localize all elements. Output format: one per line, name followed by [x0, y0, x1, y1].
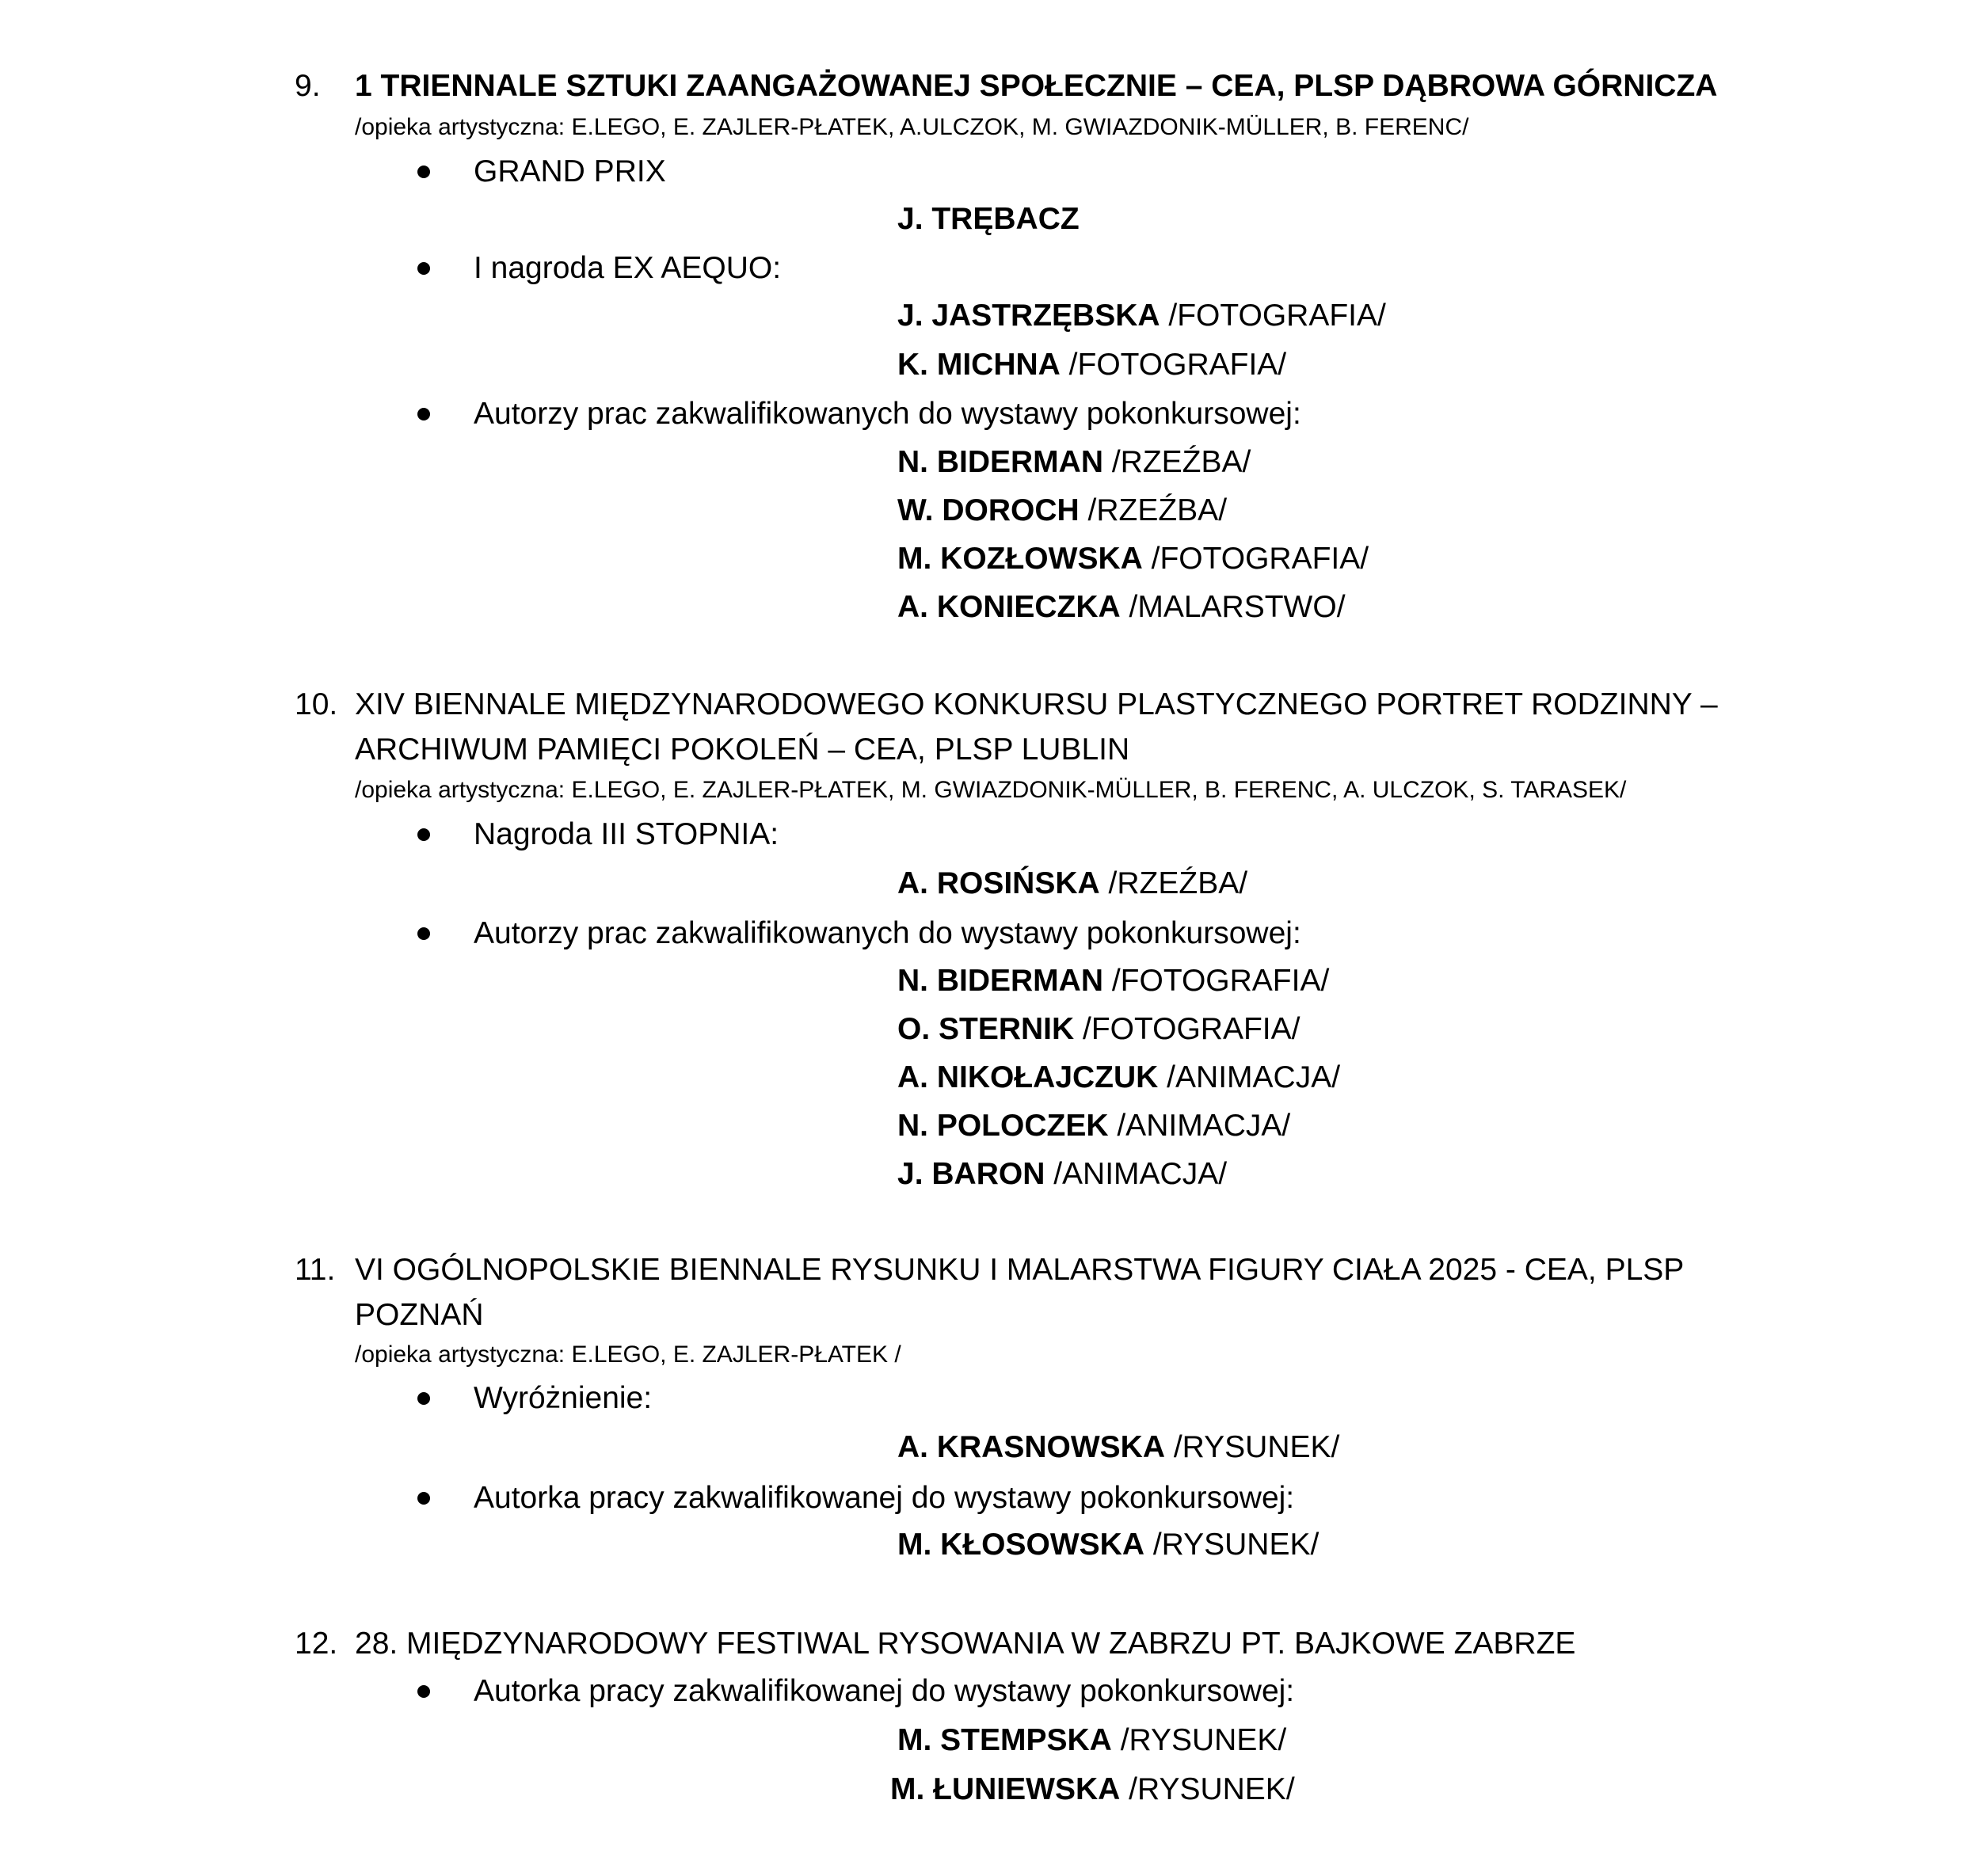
author-medium: /RYSUNEK/ — [1111, 1723, 1287, 1757]
award-group — [0, 1475, 1965, 1523]
section-title: 28. MIĘDZYNARODOWY FESTIWAL RYSOWANIA W ZABRZU PT. BAJKOWE ZABRZE — [355, 1627, 1576, 1661]
section-number: 9. — [295, 69, 321, 103]
section-title-line-1: XIV BIENNALE MIĘDZYNARODOWEGO KONKURSU PLASTYCZNEGO PORTRET RODZINNY – — [355, 687, 1718, 721]
winner-name: J. JASTRZĘBSKA — [897, 299, 1160, 333]
section-number: 12. — [295, 1627, 338, 1661]
author-medium: /ANIMACJA/ — [1045, 1157, 1228, 1191]
winner-entry — [897, 342, 1286, 388]
winner-entry — [897, 293, 1386, 339]
author-medium: /ANIMACJA/ — [1108, 1109, 1291, 1143]
author-medium: /FOTOGRAFIA/ — [1103, 964, 1330, 998]
qualified-entry — [897, 1718, 1286, 1764]
qualified-entry — [897, 958, 1329, 1004]
artistic-supervision: /opieka artystyczna: E.LEGO, E. ZAJLER-PŁATEK / — [355, 1341, 901, 1368]
author-medium: /RZEŹBA/ — [1079, 493, 1228, 527]
author-name: M. KŁOSOWSKA — [897, 1528, 1144, 1562]
award-label: Autorka pracy zakwalifikowanej do wystawy pokonkursowej: — [474, 1674, 1295, 1708]
winner-medium: /RYSUNEK/ — [1165, 1430, 1340, 1464]
author-name: N. POLOCZEK — [897, 1109, 1109, 1143]
qualified-entry — [897, 440, 1251, 485]
author-name: M. STEMPSKA — [897, 1723, 1112, 1757]
author-name: A. KONIECZKA — [897, 590, 1121, 624]
award-group — [0, 812, 1965, 859]
winner-entry — [897, 861, 1247, 907]
award-label: Autorzy prac zakwalifikowanych do wystawy pokonkursowej: — [474, 916, 1301, 950]
section-number: 11. — [295, 1253, 336, 1287]
qualified-entry — [897, 1151, 1227, 1197]
qualified-entry — [897, 1522, 1319, 1568]
winner-name: K. MICHNA — [897, 348, 1061, 382]
author-name: M. ŁUNIEWSKA — [890, 1772, 1121, 1806]
author-name: O. STERNIK — [897, 1012, 1075, 1046]
winner-entry — [897, 196, 1080, 242]
section-title-line-2: ARCHIWUM PAMIĘCI POKOLEŃ – CEA, PLSP LUBLIN — [355, 733, 1130, 767]
award-group — [0, 391, 1965, 439]
qualified-entry — [897, 536, 1369, 582]
bullet-icon — [417, 262, 430, 275]
award-label: I nagroda EX AEQUO: — [474, 251, 782, 285]
bullet-icon — [417, 166, 430, 178]
author-medium: /RYSUNEK/ — [1120, 1772, 1295, 1806]
winner-medium: /RZEŹBA/ — [1099, 866, 1248, 900]
qualified-entry — [897, 584, 1346, 630]
qualified-entry — [897, 488, 1227, 534]
award-group — [0, 149, 1965, 196]
author-name: A. NIKOŁAJCZUK — [897, 1060, 1159, 1094]
award-label: GRAND PRIX — [474, 154, 666, 188]
winner-medium: /FOTOGRAFIA/ — [1060, 348, 1287, 382]
section-title-line-1: VI OGÓLNOPOLSKIE BIENNALE RYSUNKU I MALARSTWA FIGURY CIAŁA 2025 - CEA, PLSP — [355, 1253, 1685, 1287]
author-medium: /RZEŹBA/ — [1103, 445, 1251, 479]
winner-name: A. ROSIŃSKA — [897, 866, 1100, 900]
award-label: Wyróżnienie: — [474, 1381, 653, 1415]
qualified-entry — [897, 1055, 1340, 1101]
award-label: Nagroda III STOPNIA: — [474, 817, 779, 851]
bullet-icon — [417, 1392, 430, 1405]
bullet-icon — [417, 1685, 430, 1698]
author-name: N. BIDERMAN — [897, 445, 1103, 479]
author-medium: /FOTOGRAFIA/ — [1142, 542, 1369, 576]
award-group — [0, 1376, 1965, 1423]
winner-entry — [897, 1425, 1339, 1471]
winner-name: J. TRĘBACZ — [897, 202, 1080, 236]
award-group — [0, 245, 1965, 293]
bullet-icon — [417, 927, 430, 940]
award-group — [0, 911, 1965, 958]
author-medium: /MALARSTWO/ — [1120, 590, 1346, 624]
winner-medium: /FOTOGRAFIA/ — [1160, 299, 1386, 333]
author-name: W. DOROCH — [897, 493, 1080, 527]
qualified-entry — [890, 1767, 1295, 1813]
bullet-icon — [417, 408, 430, 420]
bullet-icon — [417, 828, 430, 841]
qualified-entry — [897, 1006, 1300, 1052]
artistic-supervision: /opieka artystyczna: E.LEGO, E. ZAJLER-PŁATEK, M. GWIAZDONIK-MÜLLER, B. FERENC, A. ULCZOK, S. TARASEK/ — [355, 777, 1627, 803]
section-number: 10. — [295, 687, 338, 721]
award-group — [0, 1669, 1965, 1716]
bullet-icon — [417, 1492, 430, 1505]
award-label: Autorzy prac zakwalifikowanych do wystawy pokonkursowej: — [474, 397, 1301, 431]
author-medium: /ANIMACJA/ — [1158, 1060, 1341, 1094]
author-medium: /RYSUNEK/ — [1144, 1528, 1320, 1562]
author-name: J. BARON — [897, 1157, 1045, 1191]
author-name: N. BIDERMAN — [897, 964, 1103, 998]
section-title: 1 TRIENNALE SZTUKI ZAANGAŻOWANEJ SPOŁECZNIE – CEA, PLSP DĄBROWA GÓRNICZA — [355, 69, 1718, 103]
award-label: Autorka pracy zakwalifikowanej do wystawy pokonkursowej: — [474, 1481, 1295, 1515]
author-medium: /FOTOGRAFIA/ — [1074, 1012, 1300, 1046]
artistic-supervision: /opieka artystyczna: E.LEGO, E. ZAJLER-PŁATEK, A.ULCZOK, M. GWIAZDONIK-MÜLLER, B. FERENC/ — [355, 114, 1469, 140]
author-name: M. KOZŁOWSKA — [897, 542, 1143, 576]
qualified-entry — [897, 1103, 1290, 1149]
section-title-line-2: POZNAŃ — [355, 1298, 484, 1332]
winner-name: A. KRASNOWSKA — [897, 1430, 1165, 1464]
